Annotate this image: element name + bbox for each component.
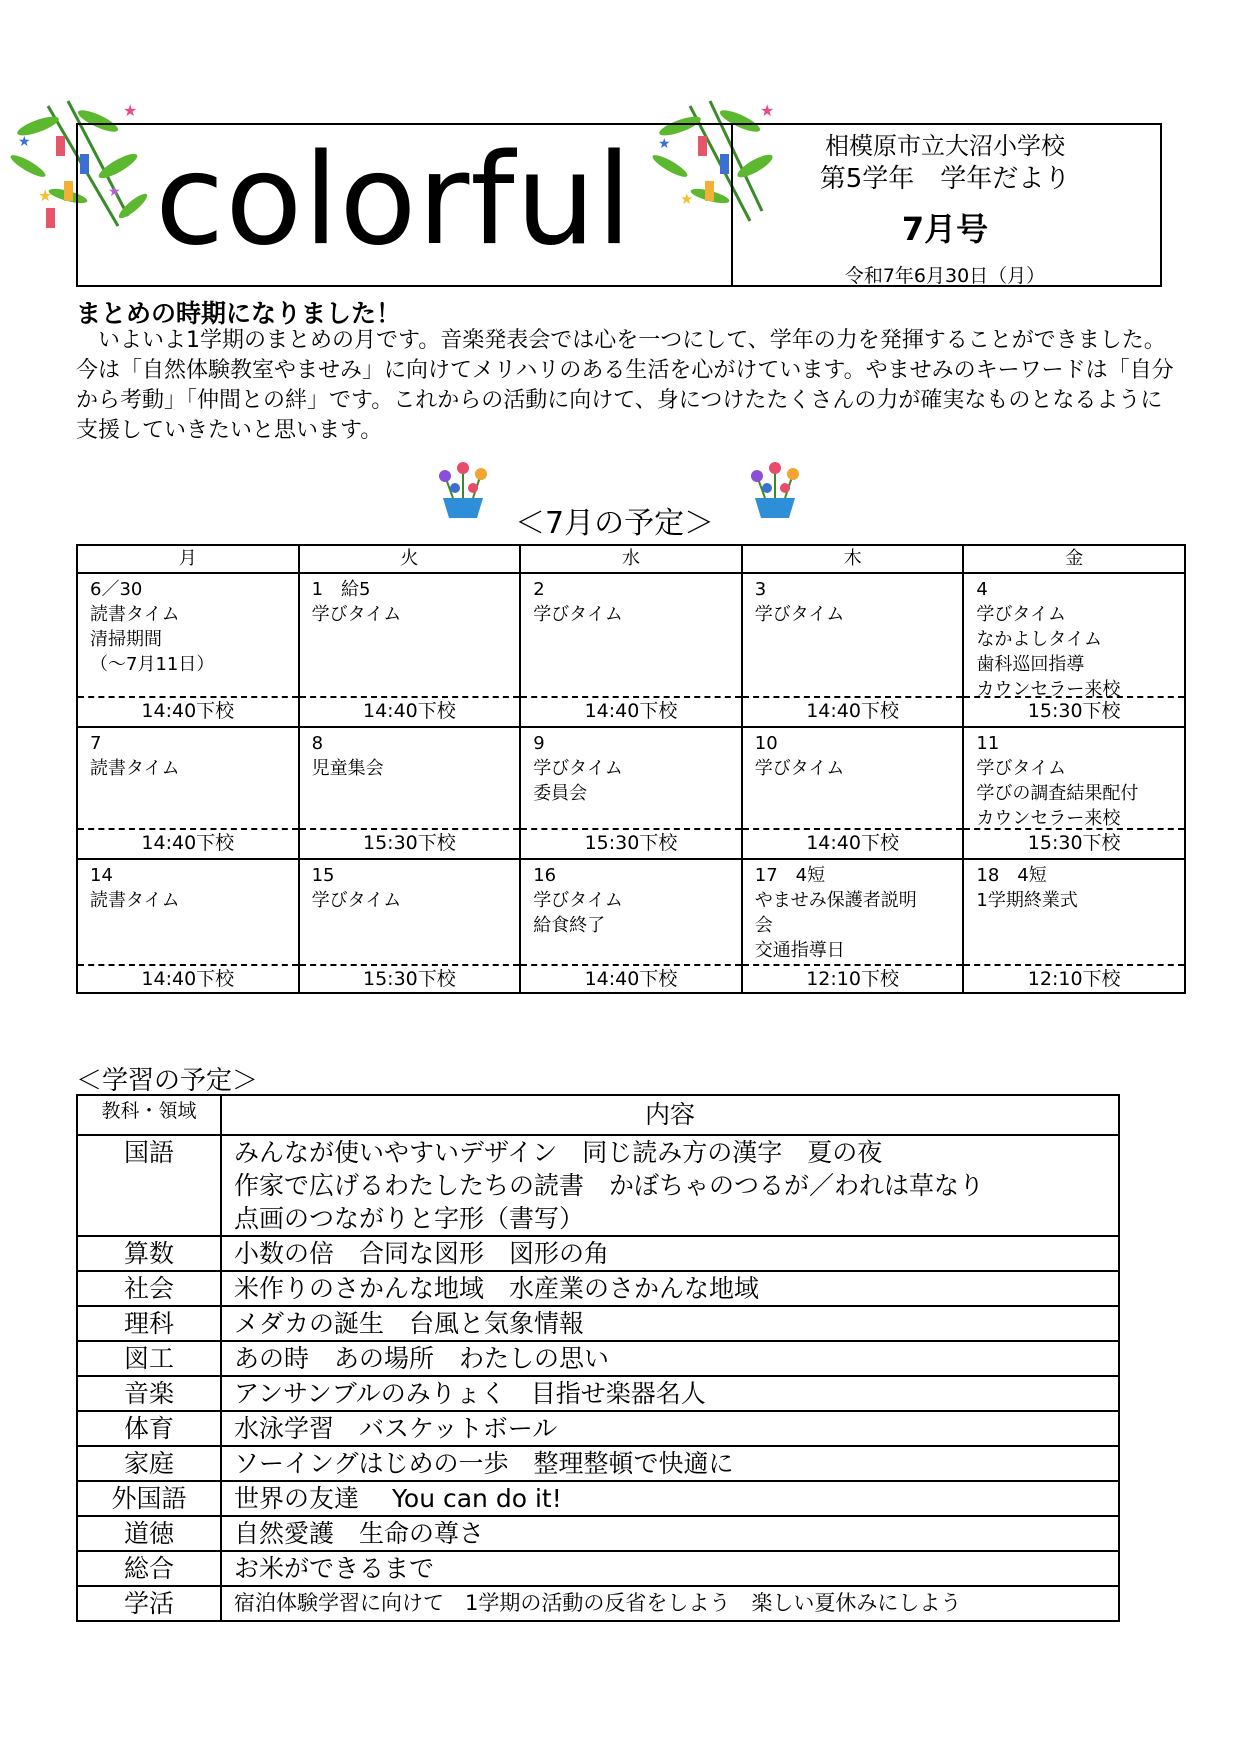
schedule-date: 6／30 bbox=[90, 579, 143, 600]
dismissal-time: 14:40下校 bbox=[300, 696, 520, 726]
day-header: 金 bbox=[963, 545, 1185, 573]
subject-name: 家庭 bbox=[77, 1446, 221, 1481]
schedule-events bbox=[300, 728, 520, 828]
dismissal-time: 14:40下校 bbox=[521, 964, 741, 992]
schedule-date: 15 bbox=[311, 865, 335, 886]
schedule-day-cell bbox=[963, 727, 1185, 859]
subject-content bbox=[221, 1376, 1119, 1411]
schedule-date: 2 bbox=[533, 579, 545, 600]
subject-content bbox=[221, 1135, 1119, 1236]
content-line: 水泳学習 バスケットボール bbox=[234, 1414, 558, 1443]
schedule-date: 14 bbox=[90, 865, 113, 886]
subject-content bbox=[221, 1341, 1119, 1376]
dismissal-time: 14:40下校 bbox=[78, 696, 298, 726]
dismissal-time: 15:30下校 bbox=[964, 696, 1184, 726]
schedule-event: 児童集会 bbox=[311, 758, 384, 779]
subject-name: 算数 bbox=[77, 1236, 221, 1271]
schedule-date: 9 bbox=[533, 733, 545, 754]
schedule-title: ＜7月の予定＞ bbox=[515, 506, 715, 541]
schedule-event: 学びタイム bbox=[976, 758, 1067, 779]
schedule-date: 8 bbox=[311, 733, 324, 754]
study-row bbox=[77, 1306, 1119, 1341]
schedule-day-cell bbox=[520, 859, 742, 993]
dismissal-time: 14:40下校 bbox=[78, 964, 298, 992]
subject-content bbox=[221, 1586, 1119, 1621]
svg-text:★: ★ bbox=[108, 184, 121, 200]
subject-column-header: 教科・領域 bbox=[77, 1095, 221, 1135]
dismissal-time: 14:40下校 bbox=[743, 828, 963, 858]
svg-text:★: ★ bbox=[123, 101, 138, 120]
schedule-event: 委員会 bbox=[533, 783, 588, 804]
schedule-date: 4 bbox=[976, 579, 988, 600]
subject-content bbox=[221, 1516, 1119, 1551]
schedule-events bbox=[78, 860, 298, 964]
schedule-event: 学びタイム bbox=[976, 604, 1067, 625]
study-header-row bbox=[77, 1095, 1119, 1135]
schedule-event: やませみ保護者説明 bbox=[754, 890, 917, 911]
subject-name: 図工 bbox=[77, 1341, 221, 1376]
svg-text:★: ★ bbox=[680, 190, 694, 208]
schedule-day-cell bbox=[963, 573, 1185, 727]
schedule-events bbox=[964, 574, 1184, 700]
svg-text:★: ★ bbox=[760, 101, 775, 120]
dismissal-time: 14:40下校 bbox=[743, 696, 963, 726]
schedule-date: 18 4短 bbox=[976, 865, 1047, 886]
schedule-event: 読書タイム bbox=[90, 758, 180, 779]
subject-name: 外国語 bbox=[77, 1481, 221, 1516]
study-row bbox=[77, 1341, 1119, 1376]
study-row bbox=[77, 1446, 1119, 1481]
day-header: 火 bbox=[299, 545, 521, 573]
schedule-date: 7 bbox=[90, 733, 102, 754]
content-column-header: 内容 bbox=[221, 1095, 1119, 1135]
svg-text:★: ★ bbox=[18, 134, 31, 150]
study-row bbox=[77, 1586, 1119, 1621]
dismissal-time: 15:30下校 bbox=[964, 828, 1184, 858]
schedule-event: カウンセラー来校 bbox=[976, 808, 1121, 829]
study-row bbox=[77, 1376, 1119, 1411]
subject-content bbox=[221, 1271, 1119, 1306]
content-line: 自然愛護 生命の尊さ bbox=[234, 1519, 485, 1548]
subject-content bbox=[221, 1236, 1119, 1271]
schedule-events bbox=[743, 574, 963, 696]
schedule-event: 給食終了 bbox=[533, 915, 606, 936]
schedule-events bbox=[743, 860, 963, 964]
schedule-event: 学びタイム bbox=[754, 758, 845, 779]
dismissal-time: 14:40下校 bbox=[521, 696, 741, 726]
subject-name: 音楽 bbox=[77, 1376, 221, 1411]
subject-name: 社会 bbox=[77, 1271, 221, 1306]
schedule-date: 11 bbox=[976, 733, 1000, 754]
content-line: 作家で広げるわたしたちの読書 かぼちゃのつるが／われは草なり bbox=[234, 1171, 985, 1200]
schedule-day-cell bbox=[520, 573, 742, 727]
header-divider bbox=[731, 123, 733, 287]
schedule-date: 3 bbox=[754, 579, 767, 600]
schedule-day-cell bbox=[742, 573, 964, 727]
schedule-events bbox=[743, 728, 963, 828]
intro-body: いよいよ1学期のまとめの月です。音楽発表会では心を一つにして、学年の力を発揮することができました。今は「自然体験教室やませみ」に向けてメリハリのある生活を心がけています。やませみのキーワードは「自分から考動」「仲間との絆」です。これからの活動に向けて、身につけたたくさんの力が確実なものとなるように支援していきたいと思います。 bbox=[76, 328, 1174, 443]
subject-name: 体育 bbox=[77, 1411, 221, 1446]
schedule-event: 学びタイム bbox=[311, 604, 402, 625]
schedule-events bbox=[964, 728, 1184, 828]
schedule-day-cell bbox=[299, 859, 521, 993]
dismissal-time: 15:30下校 bbox=[300, 964, 520, 992]
schedule-week-row bbox=[77, 727, 1185, 859]
study-row bbox=[77, 1411, 1119, 1446]
dismissal-time: 15:30下校 bbox=[300, 828, 520, 858]
schedule-header-row bbox=[77, 545, 1185, 573]
schedule-event: 学びタイム bbox=[533, 758, 623, 779]
schedule-day-cell bbox=[520, 727, 742, 859]
schedule-week-row bbox=[77, 859, 1185, 993]
study-row bbox=[77, 1481, 1119, 1516]
content-line: 世界の友達 You can do it! bbox=[234, 1484, 562, 1513]
schedule-event: 学びタイム bbox=[754, 604, 845, 625]
schedule-events bbox=[78, 574, 298, 696]
dismissal-time: 14:40下校 bbox=[78, 828, 298, 858]
schedule-event: （～7月11日） bbox=[90, 654, 215, 675]
schedule-event: 学びタイム bbox=[311, 890, 402, 911]
content-line: メダカの誕生 台風と気象情報 bbox=[234, 1309, 585, 1338]
content-line: お米ができるまで bbox=[234, 1554, 435, 1583]
content-line: アンサンブルのみりょく 目指せ楽器名人 bbox=[234, 1379, 706, 1408]
schedule-day-cell bbox=[299, 727, 521, 859]
content-line: 点画のつながりと字形（書写） bbox=[234, 1204, 585, 1233]
july-schedule-table bbox=[76, 544, 1186, 994]
subject-name: 理科 bbox=[77, 1306, 221, 1341]
schedule-events bbox=[300, 574, 520, 696]
schedule-event: 読書タイム bbox=[90, 890, 180, 911]
study-row bbox=[77, 1236, 1119, 1271]
content-line: あの時 あの場所 わたしの思い bbox=[234, 1344, 610, 1373]
school-name: 相模原市立大沼小学校 bbox=[825, 132, 1065, 160]
schedule-events bbox=[78, 728, 298, 828]
schedule-event: 清掃期間 bbox=[90, 629, 162, 650]
schedule-event: 学びタイム bbox=[533, 604, 623, 625]
newsletter-name: 第5学年 学年だより bbox=[819, 164, 1071, 194]
study-plan-table bbox=[76, 1094, 1120, 1622]
study-row bbox=[77, 1135, 1119, 1236]
schedule-day-cell bbox=[299, 573, 521, 727]
schedule-events bbox=[964, 860, 1184, 964]
issue-date: 令和7年6月30日（月） bbox=[844, 265, 1046, 287]
flower-pot-illustration-left bbox=[433, 458, 493, 520]
study-row bbox=[77, 1271, 1119, 1306]
subject-content bbox=[221, 1306, 1119, 1341]
subject-name: 国語 bbox=[77, 1135, 221, 1236]
schedule-date: 17 4短 bbox=[754, 865, 826, 886]
schedule-event: 1学期終業式 bbox=[976, 890, 1078, 911]
schedule-event: 交通指導日 bbox=[754, 940, 845, 961]
schedule-date: 16 bbox=[533, 865, 557, 886]
schedule-event: なかよしタイム bbox=[976, 629, 1103, 650]
schedule-day-cell bbox=[77, 859, 299, 993]
schedule-event: 学びの調査結果配付 bbox=[976, 783, 1139, 804]
subject-content bbox=[221, 1446, 1119, 1481]
schedule-week-row bbox=[77, 573, 1185, 727]
subject-content bbox=[221, 1411, 1119, 1446]
intro-heading: まとめの時期になりました！ bbox=[76, 299, 402, 328]
schedule-date: 10 bbox=[754, 733, 778, 754]
content-line: 小数の倍 合同な図形 図形の角 bbox=[234, 1239, 610, 1268]
schedule-events bbox=[300, 860, 520, 964]
schedule-events bbox=[521, 574, 741, 696]
subject-name: 学活 bbox=[77, 1586, 221, 1621]
schedule-event: 歯科巡回指導 bbox=[976, 654, 1085, 675]
svg-text:★: ★ bbox=[38, 186, 53, 205]
dismissal-time: 12:10下校 bbox=[964, 964, 1184, 992]
issue-label: 7月号 bbox=[901, 210, 989, 248]
schedule-event: 学びタイム bbox=[533, 890, 623, 911]
subject-name: 総合 bbox=[77, 1551, 221, 1586]
schedule-event: カウンセラー来校 bbox=[976, 679, 1121, 700]
schedule-event: 読書タイム bbox=[90, 604, 180, 625]
schedule-day-cell bbox=[742, 859, 964, 993]
content-line: 宿泊体験学習に向けて 1学期の活動の反省をしよう 楽しい夏休みにしよう bbox=[234, 1591, 962, 1615]
schedule-event: 会 bbox=[754, 915, 773, 936]
schedule-day-cell bbox=[77, 727, 299, 859]
subject-content bbox=[221, 1551, 1119, 1586]
content-line: 米作りのさかんな地域 水産業のさかんな地域 bbox=[234, 1274, 760, 1303]
schedule-day-cell bbox=[963, 859, 1185, 993]
newsletter-masthead: colorful bbox=[155, 126, 633, 273]
day-header: 水 bbox=[520, 545, 742, 573]
study-row bbox=[77, 1516, 1119, 1551]
subject-name: 道徳 bbox=[77, 1516, 221, 1551]
svg-text:★: ★ bbox=[658, 136, 671, 152]
schedule-day-cell bbox=[77, 573, 299, 727]
study-plan-title: ＜学習の予定＞ bbox=[76, 1066, 259, 1096]
subject-content bbox=[221, 1481, 1119, 1516]
content-line: ソーイングはじめの一歩 整理整頓で快適に bbox=[234, 1449, 734, 1478]
flower-pot-illustration-right bbox=[745, 458, 805, 520]
schedule-date: 1 給5 bbox=[311, 579, 371, 600]
dismissal-time: 15:30下校 bbox=[521, 828, 741, 858]
day-header: 木 bbox=[742, 545, 964, 573]
content-line: みんなが使いやすいデザイン 同じ読み方の漢字 夏の夜 bbox=[234, 1138, 883, 1167]
dismissal-time: 12:10下校 bbox=[743, 964, 963, 992]
day-header: 月 bbox=[77, 545, 299, 573]
schedule-day-cell bbox=[742, 727, 964, 859]
study-row bbox=[77, 1551, 1119, 1586]
schedule-events bbox=[521, 728, 741, 828]
schedule-events bbox=[521, 860, 741, 964]
